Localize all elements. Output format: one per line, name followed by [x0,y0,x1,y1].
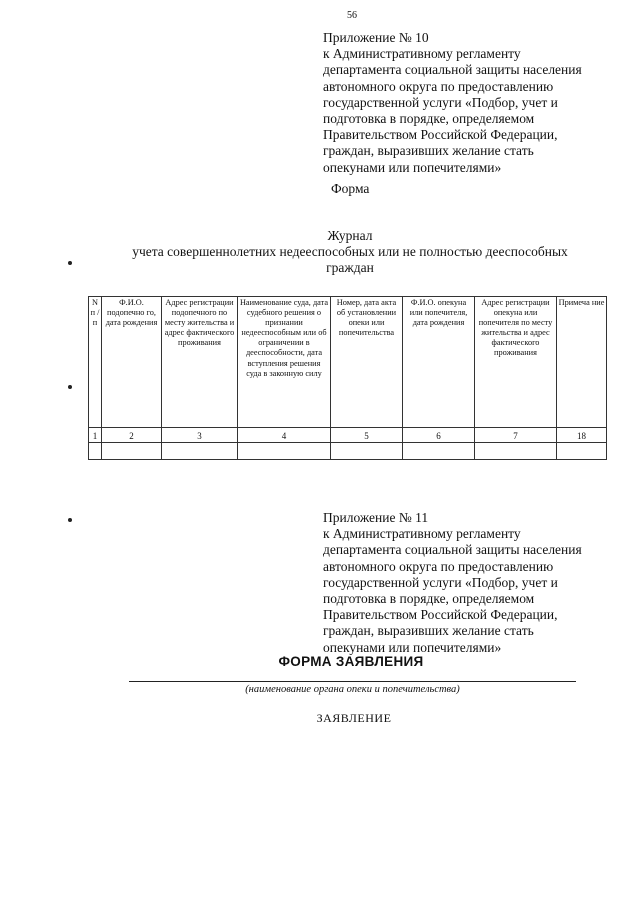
appendix-10-title: Приложение № 10 [323,30,429,45]
appendix-11-line: подготовка в порядке, определяемом [323,591,535,607]
appendix-10-line: Правительством Российской Федерации, [323,127,558,143]
table-header-cell: Наименование суда, дата судебного решения о признании недееспособным или об ограничении в дееспособности, дата вступления решения суда в законную силу [238,297,331,428]
journal-subtitle: учета совершеннолетних недееспособных или не полностью дееспособных [132,244,568,259]
appendix-11-line: департамента социальной защиты населения [323,542,582,558]
statement-heading: ЗАЯВЛЕНИЕ [316,711,392,725]
table-cell [102,443,162,460]
appendix-11-title: Приложение № 11 [323,510,429,525]
appendix-11-line: Правительством Российской Федерации, [323,607,558,623]
table-empty-row [89,443,607,460]
margin-bullet [68,385,72,389]
table-cell: 5 [331,428,403,443]
appendix-10-line: граждан, выразивших желание стать [323,143,534,159]
appendix-10-line: опекунами или попечителями» [323,159,502,175]
table-cell [238,443,331,460]
margin-bullet [68,518,72,522]
journal-title: Журнал [327,228,373,243]
appendix-10-header [323,30,623,176]
organization-name-line [129,681,576,682]
table-header-cell: Номер, дата акта об установлении опеки или попечительства [331,297,403,428]
journal-subtitle: граждан [326,260,374,275]
margin-bullet [68,261,72,265]
organization-name-caption: (наименование органа опеки и попечительства) [245,684,460,695]
form-label: Форма [331,181,370,196]
appendix-10-line: подготовка в порядке, определяемом [323,111,535,127]
application-form-heading: ФОРМА ЗАЯВЛЕНИЯ [278,654,424,669]
table-header-cell: Ф.И.О. опекуна или попечителя, дата рождения [403,297,475,428]
table-cell [403,443,475,460]
table-header-cell: Примеча ние [557,297,607,428]
table-cell [162,443,238,460]
appendix-10-line: государственной услуги «Подбор, учет и [323,94,558,110]
table-cell: 18 [557,428,607,443]
table-header-cell: N п / п [89,297,102,428]
appendix-11-line: к Административному регламенту [323,526,521,542]
table-cell [557,443,607,460]
appendix-11-line: автономного округа по предоставлению [323,558,554,574]
table-cell: 1 [89,428,102,443]
appendix-11-line: опекунами или попечителями» [323,639,502,655]
table-header-cell: Адрес регистрации опекуна или попечителя по месту жительства и адрес фактического проживания [475,297,557,428]
table-cell: 7 [475,428,557,443]
table-header-row [89,297,607,428]
appendix-11-header [323,510,623,656]
table-cell: 4 [238,428,331,443]
table-cell: 3 [162,428,238,443]
table-header-cell: Адрес регистрации подопечного по месту жительства и адрес фактического проживания [162,297,238,428]
appendix-11-line: государственной услуги «Подбор, учет и [323,574,558,590]
table-cell: 6 [403,428,475,443]
table-cell [475,443,557,460]
page-number: 56 [347,10,357,21]
table-cell [89,443,102,460]
table-header-cell: Ф.И.О. подопечно го, дата рождения [102,297,162,428]
table-cell: 2 [102,428,162,443]
journal-table [88,296,607,460]
table-column-numbers-row [89,428,607,443]
appendix-10-line: к Административному регламенту [323,46,521,62]
appendix-10-line: департамента социальной защиты населения [323,62,582,78]
appendix-10-line: автономного округа по предоставлению [323,78,554,94]
table-cell [331,443,403,460]
appendix-11-line: граждан, выразивших желание стать [323,623,534,639]
journal-title-block [0,228,640,276]
